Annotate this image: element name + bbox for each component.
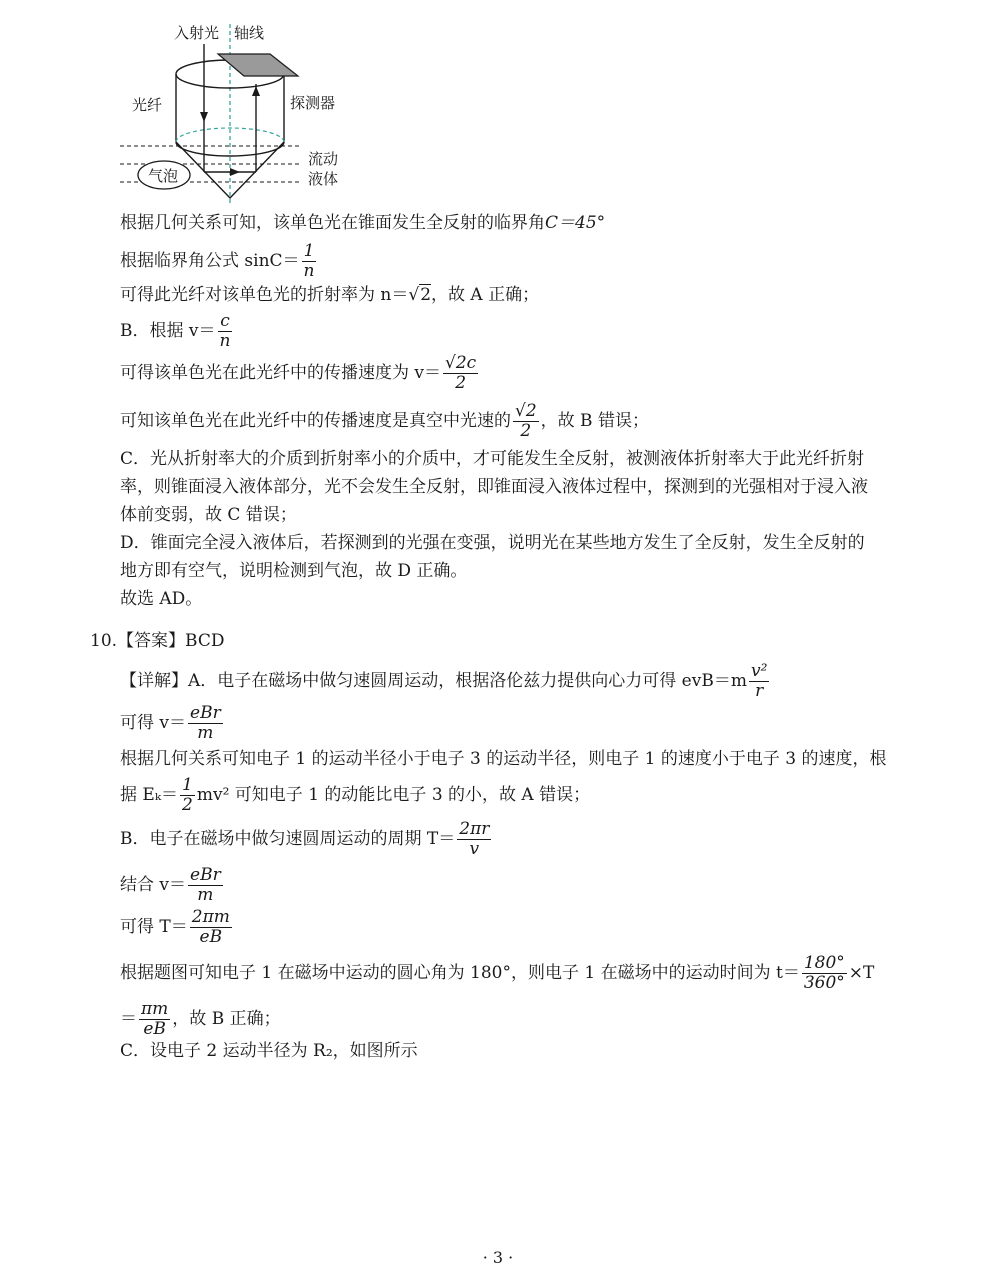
q10-line-9: ＝ $\frac{\pi m}{eB}$ ，故 B 正确；	[120, 999, 281, 1039]
q9-line-5: 可得该单色光在此光纤中的传播速度为 v＝ $\frac{√2c}{2}$	[120, 353, 477, 393]
frac-c-over-n: $\frac{c}{n}$	[219, 311, 231, 351]
frac-1-over-2: $\frac{1}{2}$	[182, 775, 193, 815]
incident-arrow	[200, 112, 208, 122]
frac-pim-over-eB: $\frac{\pi m}{eB}$	[141, 999, 169, 1039]
q9-line-3: 可得此光纤对该单色光的折射率为 n＝√2，故 A 正确；	[120, 285, 540, 305]
q10-line-7: 可得 T＝ $\frac{2\pi m}{eB}$	[120, 907, 230, 947]
page-number: · 3 ·	[482, 1248, 514, 1267]
frac-eBr-over-m-1: $\frac{\text{eBr}}{m}$	[190, 703, 221, 743]
q10-line-1: 【详解】A．电子在磁场中做匀速圆周运动，根据洛伦兹力提供向心力可得 evB＝m $\frac{\text{v²}}{r}$	[120, 661, 768, 701]
q9-line-1: 根据几何关系可知，该单色光在锥面发生全反射的临界角C＝45°	[120, 213, 606, 233]
label-detector: 探测器	[290, 94, 336, 112]
label-flowing-2: 液体	[308, 170, 339, 188]
frac-2pim-over-eB: $\frac{2\pi m}{eB}$	[191, 907, 230, 947]
horizontal-arrow	[230, 168, 240, 176]
q9-line-11: 地方即有空气，说明检测到气泡，故 D 正确。	[120, 561, 468, 581]
optical-fiber-diagram	[118, 14, 358, 214]
detector-plate	[218, 54, 298, 76]
q10-line-10: C．设电子 2 运动半径为 R₂，如图所示	[120, 1041, 418, 1061]
q10-line-6: 结合 v＝ $\frac{\text{eBr}}{m}$	[120, 865, 221, 905]
label-flowing-1: 流动	[308, 150, 339, 168]
label-incident-light: 入射光	[174, 24, 220, 42]
critical-angle: C＝45°	[545, 213, 606, 233]
q9-line-12: 故选 AD。	[120, 589, 203, 609]
q9-line-9: 体前变弱，故 C 错误；	[120, 505, 297, 525]
q9-line-6: 可知该单色光在此光纤中的传播速度是真空中光速的 $\frac{√2}{2}$ ，故 B 错误；	[120, 401, 649, 441]
q9-line-8: 率，则锥面浸入液体部分，光不会发生全反射，即锥面浸入液体过程中，探测到的光强相对于浸入液	[120, 477, 868, 497]
frac-2pir-over-v: $\frac{2\pi r}{v}$	[459, 819, 490, 859]
frac-root2c-over-2: $\frac{√2c}{2}$	[445, 353, 477, 393]
q10-line-3: 根据几何关系可知电子 1 的运动半径小于电子 3 的运动半径，则电子 1 的速度小于电子 3 的速度，根	[120, 749, 887, 769]
q9-line-7: C．光从折射率大的介质到折射率小的介质中，才可能发生全反射，被测液体折射率大于此光纤折射	[120, 449, 865, 469]
frac-1-over-n: $\frac{1}{n}$	[303, 241, 315, 281]
q10-line-2: 可得 v＝ $\frac{\text{eBr}}{m}$	[120, 703, 221, 743]
label-fiber: 光纤	[132, 96, 163, 114]
q10-line-5: B．电子在磁场中做匀速圆周运动的周期 T＝ $\frac{2\pi r}{v}$	[120, 819, 490, 859]
frac-180-over-360: $\frac{180^\circ}{360^\circ}$	[803, 953, 845, 993]
q10-line-8: 根据题图可知电子 1 在磁场中运动的圆心角为 180°，则电子 1 在磁场中的运动时间为 t＝ $\frac{180^\circ}{360^\circ}$ ×T	[120, 953, 875, 993]
q9-line-2: 根据临界角公式 sinC＝ $\frac{1}{n}$	[120, 241, 315, 281]
q10-line-4: 据 Eₖ＝ $\frac{1}{2}$ mv² 可知电子 1 的动能比电子 3 的小，故 A 错误；	[120, 775, 591, 815]
frac-root2-over-2: $\frac{√2}{2}$	[515, 401, 537, 441]
label-axis: 轴线	[234, 24, 265, 42]
frac-eBr-over-m-2: $\frac{\text{eBr}}{m}$	[190, 865, 221, 905]
frac-v2-over-r: $\frac{\text{v²}}{r}$	[750, 661, 768, 701]
label-bubble: 气泡	[148, 167, 179, 185]
q10-answer: 10.【答案】BCD	[90, 631, 225, 651]
q9-line-4: B．根据 v＝ $\frac{c}{n}$	[120, 311, 231, 351]
return-arrow	[252, 86, 260, 96]
q9-line-10: D．锥面完全浸入液体后，若探测到的光强在变强，说明光在某些地方发生了全反射，发生全反射的	[120, 533, 865, 553]
